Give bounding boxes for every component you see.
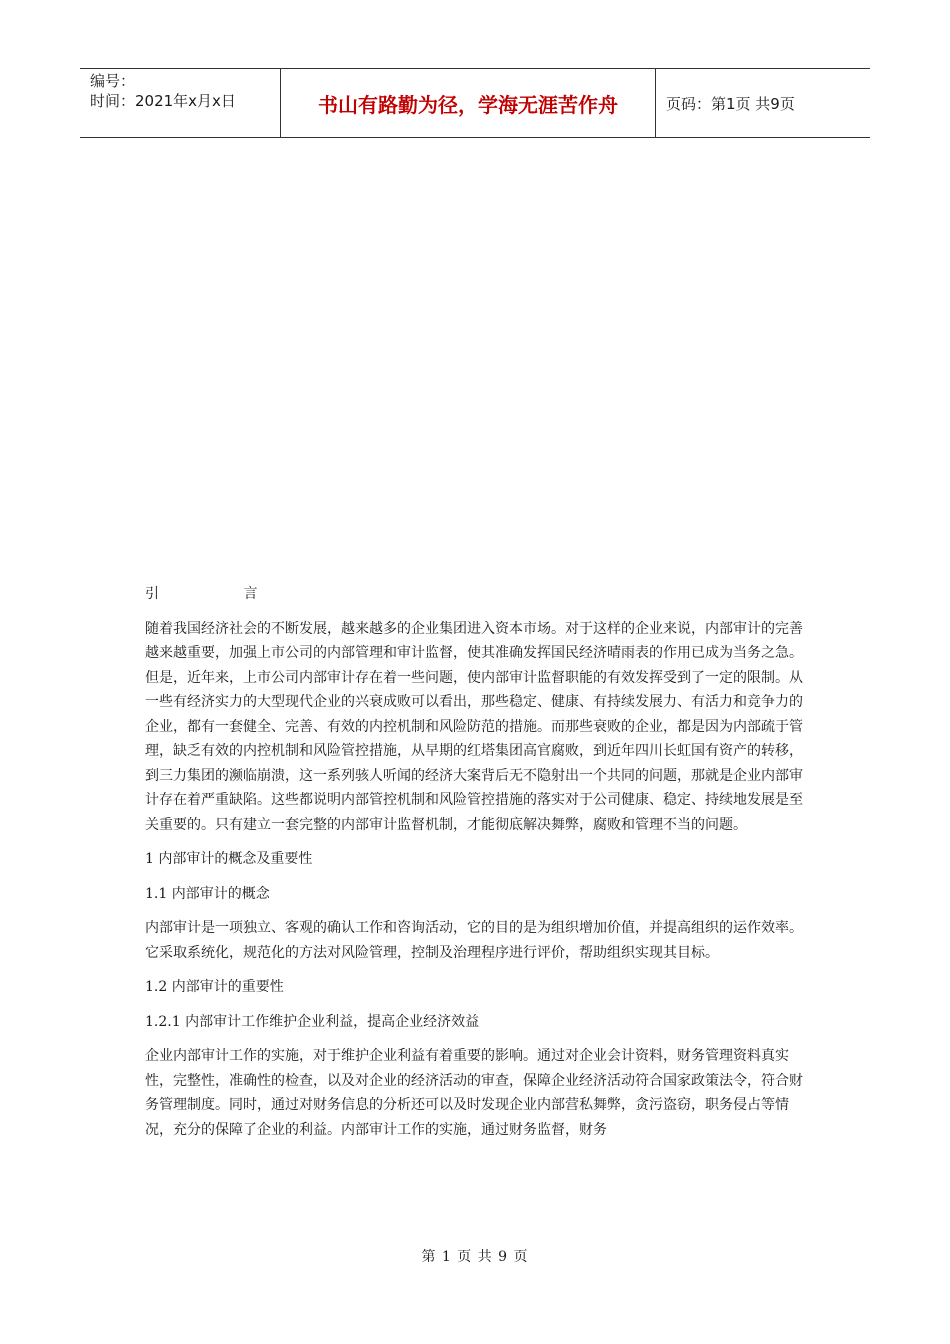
section-heading-1-2: 1.2 内部审计的重要性 xyxy=(145,979,284,995)
section-heading-1-1: 1.1 内部审计的概念 xyxy=(145,885,270,902)
time-label: 时间：2021年x月x日 xyxy=(90,92,236,110)
intro-title: 引 言 xyxy=(145,586,298,602)
paragraph-1-2-1: 企业内部审计工作的实施，对于维护企业利益有着重要的影响。通过对企业会计资料，财务管理资料真实性，完整性，准确性的检查，以及对企业的经济活动的审查，保障企业经济活动符合国家政策法令，符合财务管理制度。同时，通过对财务信息的分析还可以及时发现企业内部营私舞弊，贪污盗窃，职务侵占等情况，充分的保障了企业的利益。内部审计工作的实施，通过财务监督，财务 xyxy=(145,1048,803,1138)
header-page-info: 页码：第1页 共9页 xyxy=(666,94,795,113)
header-motto: 书山有路勤为径，学海无涯苦作舟 xyxy=(280,69,656,137)
intro-paragraph: 随着我国经济社会的不断发展，越来越多的企业集团进入资本市场。对于这样的企业来说，内部审计的完善越来越重要，加强上市公司的内部管理和审计监督，使其准确发挥国民经济晴雨表的作用已成为当务之急。但是，近年来，上市公司内部审计存在着一些问题，使内部审计监督职能的有效发挥受到了一定的限制。从一些有经济实力的大型现代企业的兴衰成败可以看出，那些稳定、健康、有持续发展力、有活力和竞争力的企业，都有一套健全、完善、有效的内控机制和风险防范的措施。而那些衰败的企业，都是因为内部疏于管理，缺乏有效的内控机制和风险管控措施，从早期的红塔集团高官腐败，到近年四川长虹国有资产的转移，到三力集团的濒临崩溃，这一系列骇人听闻的经济大案背后无不隐射出一个共同的问题，那就是企业内部审计存在着严重缺陷。这些都说明内部管控机制和风险管控措施的落实对于公司健康、稳定、持续地发展是至关重要的。只有建立一套完整的内部审计监督机制，才能彻底解决舞弊，腐败和管理不当的问题。 xyxy=(145,620,803,833)
document-body xyxy=(145,582,805,1142)
number-label: 编号： xyxy=(90,72,136,90)
page-footer: 第 1 页 共 9 页 xyxy=(421,1249,529,1265)
section-heading-1-2-1: 1.2.1 内部审计工作维护企业利益，提高企业经济效益 xyxy=(145,1013,480,1030)
section-heading-1: 1 内部审计的概念及重要性 xyxy=(145,851,313,867)
document-header xyxy=(80,68,870,138)
paragraph-1-1: 内部审计是一项独立、客观的确认工作和咨询活动，它的目的是为组织增加价值，并提高组织的运作效率。它采取系统化，规范化的方法对风险管理，控制及治理程序进行评价，帮助组织实现其目标。 xyxy=(145,920,803,961)
header-meta xyxy=(80,69,280,137)
